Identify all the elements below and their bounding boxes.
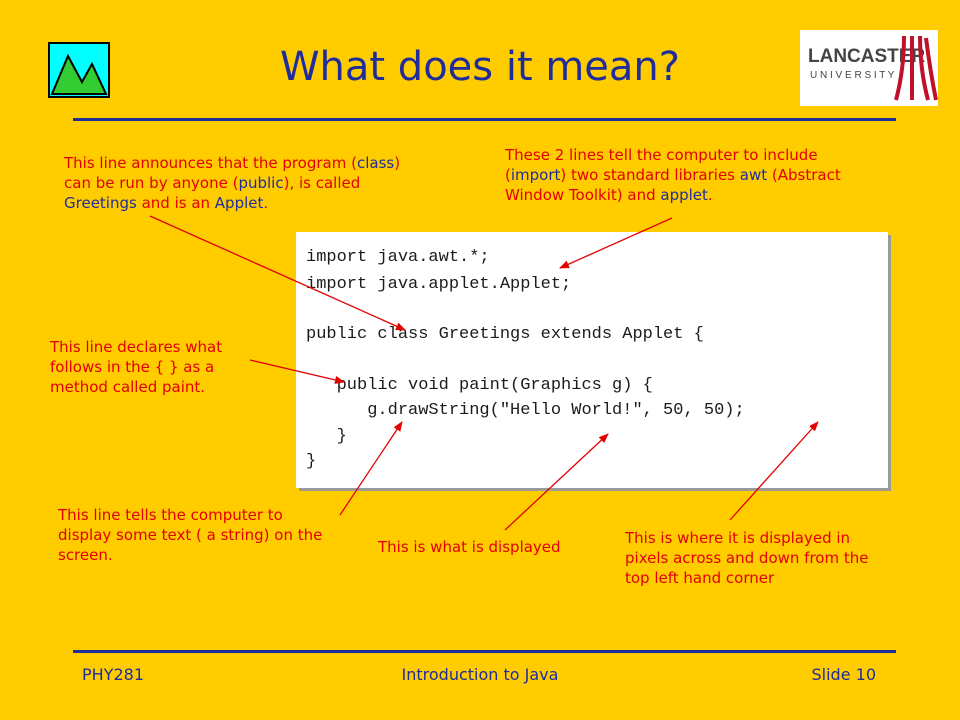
code-line-import-awt: import java.awt.*; — [306, 248, 490, 267]
footer-slide-number: Slide 10 — [811, 665, 876, 684]
arrow-method — [250, 360, 344, 382]
arrow-class — [150, 216, 405, 330]
displayed-annotation: This is what is displayed — [378, 538, 561, 556]
position-annotation: This is where it is displayed in pixels across and down from the top left hand corner — [625, 529, 869, 587]
import-annotation: These 2 lines tell the computer to include (import) two standard libraries awt (Abstract Window Toolkit) and applet. — [505, 146, 841, 204]
code-line-class-close: } — [306, 452, 317, 471]
footer-course: PHY281 — [82, 665, 144, 684]
bottom-divider — [73, 650, 896, 653]
arrow-drawstring — [340, 422, 402, 515]
code-line-method-close: } — [306, 427, 347, 446]
slide-title: What does it mean? — [279, 44, 681, 90]
code-line-import-applet: import java.applet.Applet; — [306, 275, 572, 294]
logo-line2: U N I V E R S I T Y — [810, 70, 895, 81]
arrow-displayed — [505, 434, 608, 530]
method-annotation: This line declares what follows in the { } as a method called paint. — [50, 338, 223, 396]
class-annotation: This line announces that the program (class) can be run by anyone (public), is called Greetings and is an Applet. — [64, 154, 401, 212]
logo-line1: LANCASTER — [808, 46, 926, 67]
arrow-position — [730, 422, 818, 520]
code-line-drawstring: g.drawString("Hello World!", 50, 50); — [306, 401, 745, 420]
string-annotation: This line tells the computer to display some text ( a string) on the screen. — [58, 506, 323, 564]
footer-title: Introduction to Java — [401, 665, 559, 684]
code-line-class-decl: public class Greetings extends Applet { — [306, 325, 704, 344]
arrow-import — [560, 218, 672, 268]
code-line-method-decl: public void paint(Graphics g) { — [306, 376, 653, 395]
